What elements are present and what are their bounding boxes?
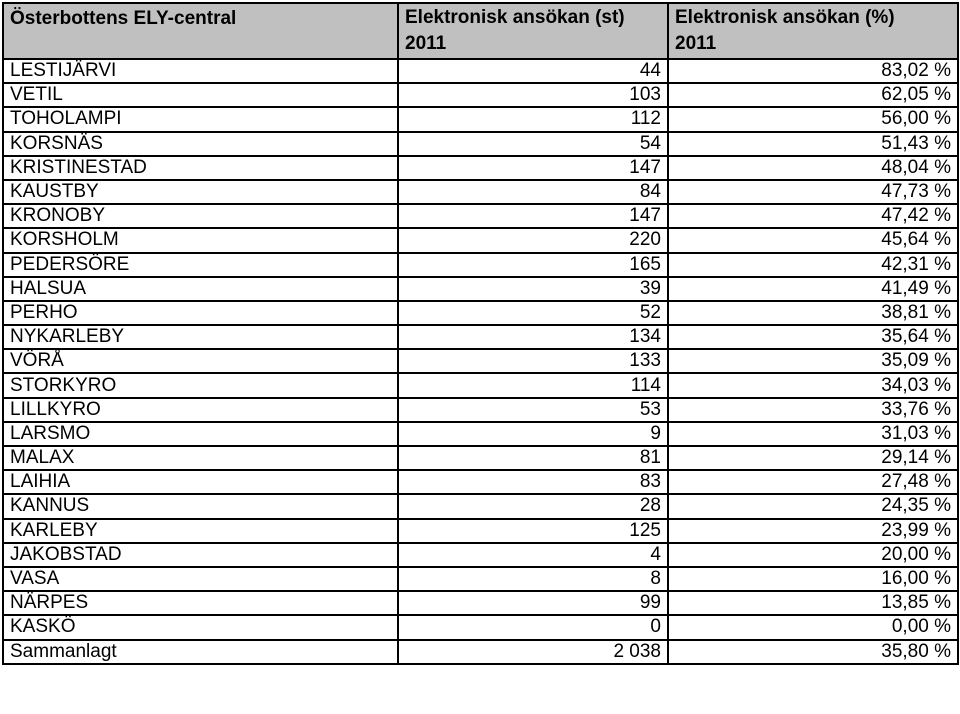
cell-municipality: NÄRPES	[3, 591, 398, 615]
cell-municipality: TOHOLAMPI	[3, 107, 398, 131]
header-row	[3, 3, 958, 59]
header-region: Österbottens ELY-central	[3, 3, 398, 59]
cell-municipality: KORSHOLM	[3, 228, 398, 252]
table-row	[3, 446, 958, 470]
cell-percent: 27,48 %	[668, 470, 958, 494]
cell-count: 84	[398, 180, 668, 204]
cell-count: 52	[398, 301, 668, 325]
table-row	[3, 156, 958, 180]
cell-count: 28	[398, 494, 668, 518]
cell-percent: 35,80 %	[668, 640, 958, 664]
cell-percent: 38,81 %	[668, 301, 958, 325]
cell-municipality: MALAX	[3, 446, 398, 470]
table-row	[3, 325, 958, 349]
total-row	[3, 640, 958, 664]
cell-percent: 29,14 %	[668, 446, 958, 470]
cell-percent: 13,85 %	[668, 591, 958, 615]
header-percent	[668, 3, 958, 59]
cell-municipality: KRISTINESTAD	[3, 156, 398, 180]
cell-percent: 24,35 %	[668, 494, 958, 518]
cell-municipality: KAUSTBY	[3, 180, 398, 204]
cell-count: 99	[398, 591, 668, 615]
header-count	[398, 3, 668, 59]
cell-count: 8	[398, 567, 668, 591]
table-row	[3, 228, 958, 252]
cell-count: 0	[398, 615, 668, 639]
cell-percent: 16,00 %	[668, 567, 958, 591]
table-row	[3, 422, 958, 446]
table-row	[3, 277, 958, 301]
cell-count: 2 038	[398, 640, 668, 664]
cell-percent: 47,73 %	[668, 180, 958, 204]
cell-municipality: KASKÖ	[3, 615, 398, 639]
cell-municipality: PEDERSÖRE	[3, 253, 398, 277]
cell-count: 125	[398, 519, 668, 543]
cell-percent: 31,03 %	[668, 422, 958, 446]
table-row	[3, 494, 958, 518]
cell-count: 39	[398, 277, 668, 301]
cell-municipality: Sammanlagt	[3, 640, 398, 664]
cell-percent: 34,03 %	[668, 373, 958, 397]
cell-count: 103	[398, 83, 668, 107]
cell-municipality: PERHO	[3, 301, 398, 325]
table-row	[3, 373, 958, 397]
municipality-statistics-table	[2, 2, 959, 665]
cell-percent: 62,05 %	[668, 83, 958, 107]
cell-count: 112	[398, 107, 668, 131]
table-row	[3, 132, 958, 156]
cell-count: 54	[398, 132, 668, 156]
header-percent-title: Elektronisk ansökan (%)	[675, 7, 895, 28]
cell-municipality: NYKARLEBY	[3, 325, 398, 349]
table-row	[3, 180, 958, 204]
cell-count: 44	[398, 59, 668, 83]
table-row	[3, 107, 958, 131]
cell-count: 114	[398, 373, 668, 397]
cell-municipality: VASA	[3, 567, 398, 591]
table-row	[3, 349, 958, 373]
cell-percent: 51,43 %	[668, 132, 958, 156]
cell-percent: 45,64 %	[668, 228, 958, 252]
cell-count: 9	[398, 422, 668, 446]
cell-count: 4	[398, 543, 668, 567]
table-row	[3, 567, 958, 591]
cell-percent: 83,02 %	[668, 59, 958, 83]
cell-percent: 20,00 %	[668, 543, 958, 567]
cell-percent: 47,42 %	[668, 204, 958, 228]
cell-percent: 42,31 %	[668, 253, 958, 277]
cell-percent: 48,04 %	[668, 156, 958, 180]
cell-count: 83	[398, 470, 668, 494]
cell-percent: 23,99 %	[668, 519, 958, 543]
cell-percent: 33,76 %	[668, 398, 958, 422]
cell-municipality: VÖRÅ	[3, 349, 398, 373]
table-row	[3, 615, 958, 639]
table-row	[3, 519, 958, 543]
table-row	[3, 59, 958, 83]
table-row	[3, 398, 958, 422]
cell-percent: 56,00 %	[668, 107, 958, 131]
cell-municipality: LARSMO	[3, 422, 398, 446]
cell-count: 147	[398, 156, 668, 180]
cell-municipality: KARLEBY	[3, 519, 398, 543]
header-count-title: Elektronisk ansökan (st)	[405, 7, 625, 28]
cell-municipality: KANNUS	[3, 494, 398, 518]
table-row	[3, 470, 958, 494]
table-row	[3, 591, 958, 615]
cell-count: 134	[398, 325, 668, 349]
cell-municipality: STORKYRO	[3, 373, 398, 397]
table-row	[3, 253, 958, 277]
cell-municipality: VETIL	[3, 83, 398, 107]
cell-municipality: HALSUA	[3, 277, 398, 301]
cell-count: 147	[398, 204, 668, 228]
cell-municipality: LILLKYRO	[3, 398, 398, 422]
cell-count: 220	[398, 228, 668, 252]
cell-municipality: JAKOBSTAD	[3, 543, 398, 567]
table-row	[3, 543, 958, 567]
cell-percent: 35,09 %	[668, 349, 958, 373]
cell-count: 81	[398, 446, 668, 470]
header-count-year: 2011	[405, 33, 447, 54]
cell-percent: 35,64 %	[668, 325, 958, 349]
table-row	[3, 83, 958, 107]
cell-count: 165	[398, 253, 668, 277]
table-row	[3, 204, 958, 228]
cell-municipality: KRONOBY	[3, 204, 398, 228]
cell-municipality: KORSNÄS	[3, 132, 398, 156]
table-row	[3, 301, 958, 325]
cell-municipality: LAIHIA	[3, 470, 398, 494]
cell-municipality: LESTIJÄRVI	[3, 59, 398, 83]
header-percent-year: 2011	[675, 33, 717, 54]
cell-count: 53	[398, 398, 668, 422]
cell-percent: 0,00 %	[668, 615, 958, 639]
cell-count: 133	[398, 349, 668, 373]
cell-percent: 41,49 %	[668, 277, 958, 301]
